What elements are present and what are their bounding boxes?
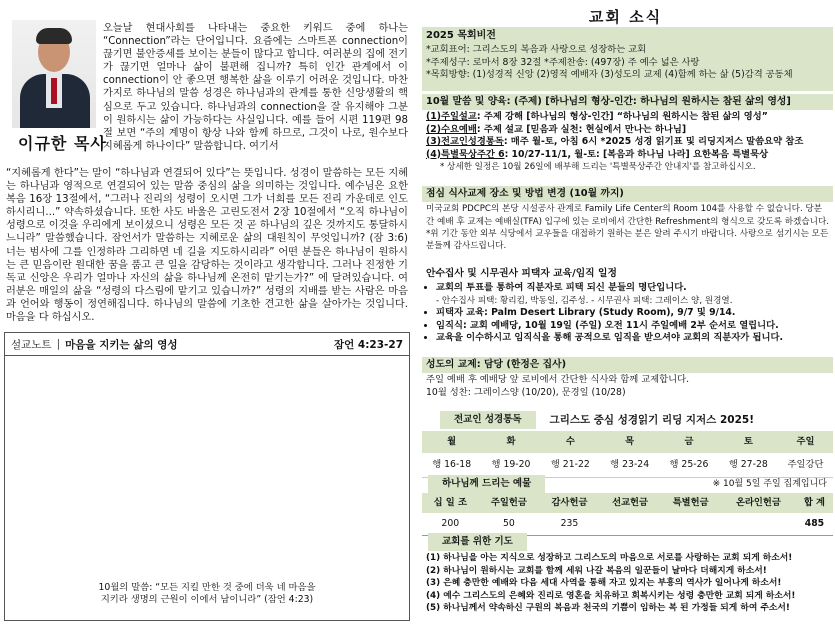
- prayer-item: (3) 은혜 충만한 예배와 다음 세대 사역을 통해 자고 있지는 부흥의 역사가 일어나게 하소서!: [426, 578, 782, 588]
- church-news-column: [416, 0, 835, 626]
- bible-reading-section: [422, 409, 833, 478]
- sermon-notes-box: [4, 332, 410, 621]
- deacon-section: 안수집사 및 시무권사 피택자 교육/임직 일정 • 교회의 투표를 통하여 직분자로 피택 되신 분들의 명단입니다. - 안수집사 피택: 황리킴, 박동일, 김주성. - 시무권사 피택: 그레이스 양, 원경열. • 피택자 교육: Palm Desert Library (Study Room), 9/7 및 9/14. • 임직식: 교회 예배당, 10월 19일 (주일) 오전 11시 주일예배 2부 순서로 열립니다. • 교육을 이수하시고 임직식을 통해 공적으로 임직을 받으셔야 교회의 직분자가 됩니다.: [422, 266, 833, 344]
- news-title: 교회 소식: [588, 8, 663, 26]
- bible-reading-cell: 행 23-24: [600, 453, 659, 478]
- offering-header-cell: 감사헌금: [539, 493, 600, 513]
- bible-day-cell: 수: [541, 431, 600, 453]
- pastor-message-part1: 오늘날 현대사회를 나타내는 중요한 키워드 중에 하나는 “Connection”라는 단어입니다. 요즘에는 스마트폰 connection이 끊기면 불안증세를 보이는 분들이 많다고 합니다. 여러분의 집에 전기가 끊기면 얼마나 삶이 불편해 집니까? 특히 인간 관계에서 이 connection이 안 좋으면 행복한 삶을 이루기 어려운 것입니다. 마찬가지로 하나님의 말씀 성경은 하나님과의 관계를 통한 신앙생활의 핵심으로 두고 있습니다. 하나님과의 connection을 잘 유지해야 그분이 원하시는 삶이 가능하다는 사실입니다. 예를 들어 시편 119편 98절 보면 “주의 계명이 항상 나와 함께 하므로, 그것이 나로, 원수보다 지혜롭게 하나이다” 말씀합니다. 여기서: [103, 23, 408, 152]
- vision-section: [422, 27, 833, 91]
- prayer-section: [422, 533, 833, 616]
- bible-reading-cell: 행 25-26: [659, 453, 718, 478]
- offering-header-cell: 십 일 조: [422, 493, 479, 513]
- bible-reading-table: [422, 431, 833, 478]
- offering-header-cell: 특별헌금: [660, 493, 721, 513]
- sermon-reference: 잠언 4:23-27: [333, 338, 403, 351]
- offering-value-cell: 235: [539, 513, 600, 536]
- monthly-verse: 10월의 말씀: “모든 지킬 만한 것 중에 더욱 네 마음을 지키라 생명의 근원이 이에서 남이니라” (잠언 4:23): [98, 582, 316, 605]
- prayer-item: (2) 하나님이 원하시는 교회를 함께 세워 나갈 복음의 일꾼들이 날마다 더해지게 하소서!: [426, 565, 767, 576]
- lunch-body: 미국교회 PDCPC의 본당 시설공사 관계로 Family Life Center의 Room 104를 사용할 수 없습니다. 당분간 예배 후 교제는 예배실(TFA) 입구에 있는 로비에서 간단한 Refreshment의 형식으로 갖도록 하겠습니다. *위 기간 동안 외부 식당에서 교우들을 대접하기 원하는 분은 알려 주시기 바랍니다. 사랑으로 섬기시는 모든 분들께 감사드립니다.: [426, 204, 829, 252]
- bible-reading-cell: 주일강단: [778, 453, 833, 478]
- lunch-heading: 점심 식사교제 장소 및 방법 변경 (10월 까지): [422, 186, 833, 202]
- prayer-label: 교회를 위한 기도: [428, 533, 527, 551]
- offering-header-cell: 선교헌금: [600, 493, 661, 513]
- deacon-heading: 안수집사 및 시무권사 피택자 교육/임직 일정: [426, 268, 617, 279]
- pastor-column: [0, 0, 412, 626]
- offering-label: 하나님께 드리는 예물: [428, 475, 545, 493]
- offering-header-cell: 온라인헌금: [721, 493, 796, 513]
- offering-value-cell: 50: [479, 513, 540, 536]
- pastor-photo: [12, 20, 96, 128]
- offering-header-cell: 합 계: [796, 493, 833, 513]
- october-note: * 상세한 일정은 10월 26일에 배부해 드리는 '특별묵상주간 안내지'를 참고하십시오.: [440, 162, 756, 173]
- vision-verse: *주제성구: 로마서 8장 32절 *주제찬송: (497장) 주 예수 넓은 사랑: [426, 56, 700, 68]
- sermon-header: 설교노트 | 마음을 지키는 삶의 영성 잠언 4:23-27: [5, 333, 409, 356]
- pastor-message-part2: “지혜롭게 한다”는 말이 “하나님과 연결되어 있다”는 뜻입니다. 성경이 말씀하는 모든 지혜는 하나님과 영적으로 연결되어 있는 말씀 중심의 삶을 의미하는 것입니다. 예수님은 요한복음 16장 13절에서, “그러나 진리의 성령이 오시면 그가 너희를 모든 진리 가운데로 인도하시리니...” 약속하셨습니다. 또한 사도 바울은 고린도전서 2장 10절에서 “오직 하나님이 성령으로 이것을 우리에게 보이셨으니 성령은 모든 것 곧 하나님의 깊은 것까지도 통달하시느니라” 말씀했습니다. 잠언서가 말씀하는 지혜로운 삶의 대원칙이 무엇입니까? (잠 3:6) 너는 범사에 그를 인정하라 그리하면 네 길을 지도하시리라” 어떤 분들은 하나님이 원하시는 큰 믿음이란 원대한 꿈을 품고 큰 일을 감당하는 것이라고 생각합니다. 그러나 진정한 기독교 신앙은 우리가 얼마나 자신의 삶을 하나님께 온전히 맡기는가?” 에 달려있습니다. 여러분은 매일의 삶을 “성령의 다스림에 맡기고 있습니까?” 성령의 지배를 받는 사람은 마음과 언어와 행동이 정연해집니다. 하나님의 말씀에 기초한 견고한 삶을 살아가는 것입니다. 마음을 다 하십시오.: [6, 168, 408, 324]
- offering-table: [422, 493, 833, 536]
- vision-heading: 2025 목회비전: [426, 30, 496, 41]
- bible-day-cell: 토: [719, 431, 778, 453]
- prayer-item: (1) 하나님을 아는 지식으로 성장하고 그리스도의 마음으로 서로를 사랑하는 교회 되게 하소서!: [426, 553, 793, 563]
- prayer-item: (4) 예수 그리스도의 은혜와 진리로 영혼을 치유하고 회복시키는 성령 충만한 교회 되게 하소서!: [426, 590, 796, 601]
- fellowship-heading: 성도의 교제: 담당 (한정은 집사): [422, 357, 833, 373]
- bible-label: 전교인 성경통독: [440, 411, 536, 429]
- bible-plan-title: 그리스도 중심 성경읽기 리딩 지저스 2025!: [549, 413, 754, 426]
- offering-value-cell: 200: [422, 513, 479, 536]
- sermon-title: 마음을 지키는 삶의 영성: [65, 338, 178, 351]
- bible-day-cell: 금: [659, 431, 718, 453]
- bible-reading-cell: 행 16-18: [422, 453, 481, 478]
- pastor-name: 이규한 목사: [18, 134, 107, 153]
- bible-reading-cell: 행 21-22: [541, 453, 600, 478]
- offering-value-cell: 485: [796, 513, 833, 536]
- lunch-section: [422, 186, 833, 253]
- bible-day-cell: 월: [422, 431, 481, 453]
- vision-motto: *교회표어: 그리스도의 복음과 사랑으로 성장하는 교회: [426, 44, 647, 56]
- offering-note: ※ 10월 5일 주일 집계입니다: [712, 478, 827, 489]
- sermon-label: 설교노트: [11, 338, 52, 351]
- prayer-item: (5) 하나님께서 약속하신 구원의 복음과 천국의 기쁨이 임하는 복 된 가정들 되게 하여 주소서!: [426, 603, 790, 613]
- bible-reading-cell: 행 27-28: [719, 453, 778, 478]
- october-section: 10월 말씀 및 양육: (주제) [하나님의 형상-인간: 하나님의 원하시는 참된 삶의 영성] (1)주일설교: 주제 강해 [하나님의 형상-인간] “하나님의 원하시는 참된 삶의 영성” (2)수요예배: 주제 설교 [믿음과 실천: 현실에서 만나는 하나님] (3)전교인성경통독: 매주 월-토, 아침 6시 *2025 성경 읽기표 및 리딩지저스 말씀요약 참조 (4)특별묵상주간 6: 10/27-11/1, 월-토: [복음과 하나님 나라] 요한복음 특별묵상 * 상세한 일정은 10월 26일에 배부해 드리는 '특별묵상주간 안내지'를 참고하십시오.: [422, 94, 833, 174]
- bible-day-cell: 주일: [778, 431, 833, 453]
- fellowship-section: 성도의 교제: 담당 (한정은 집사) 주일 예배 후 예배당 앞 로비에서 간단한 식사와 함께 교제합니다. 10월 성찬: 그레이스양 (10/20), 문경일 (10/28): [422, 357, 833, 400]
- bible-day-cell: 화: [481, 431, 540, 453]
- vision-direction: *목회방향: (1)성경적 신앙 (2)영적 예배자 (3)성도의 교제 (4)함께 하는 삶 (5)감격 공동체: [426, 69, 793, 81]
- bible-day-cell: 목: [600, 431, 659, 453]
- offering-section: [422, 475, 833, 536]
- offering-header-cell: 주일헌금: [479, 493, 540, 513]
- october-heading: 10월 말씀 및 양육: (주제) [하나님의 형상-인간: 하나님의 원하시는 참된 삶의 영성]: [422, 94, 833, 110]
- bible-reading-cell: 행 19-20: [481, 453, 540, 478]
